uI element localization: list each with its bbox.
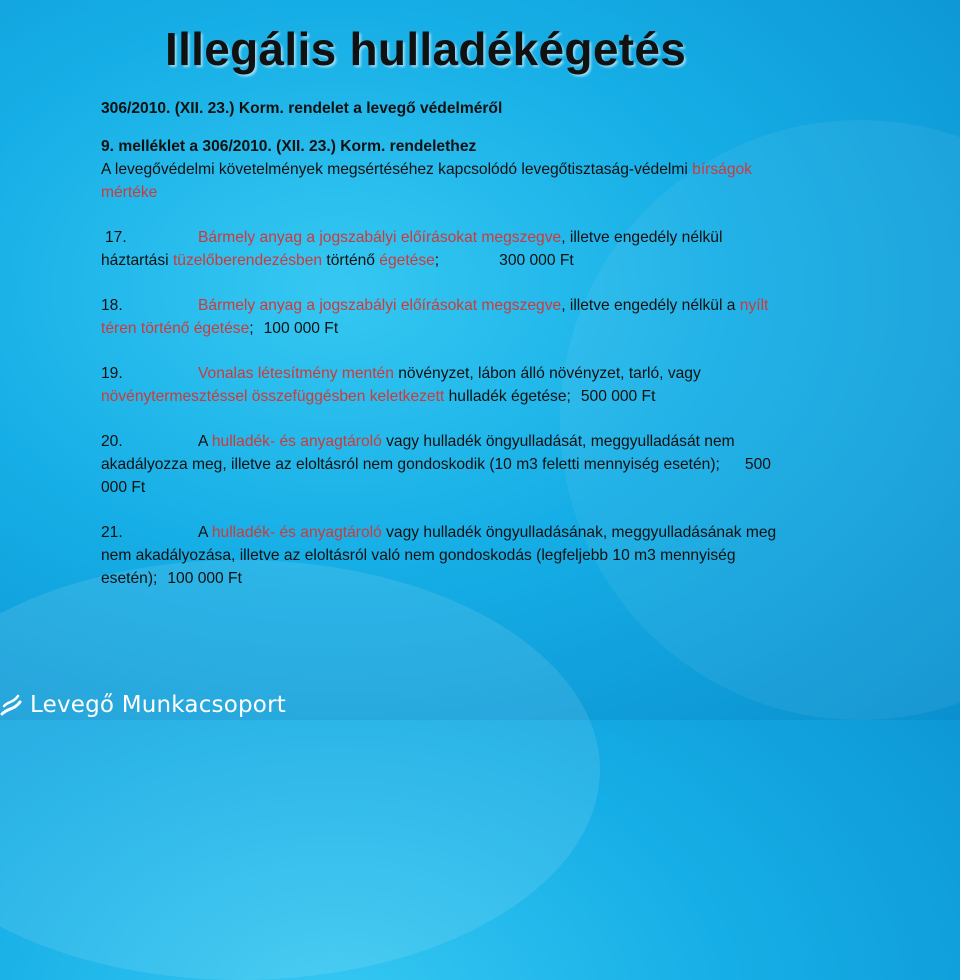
fine-amount: 500 000 Ft [580,388,656,405]
item-number: 20. [101,433,123,450]
list-item: 17. Bármely anyag a jogszabályi előírásokat megszegve, illetve engedély nélkül háztartási tüzelőberendezésben történő égetése; 300 000 Ft [101,226,909,272]
fine-amount: 300 000 Ft [499,252,574,269]
item-number: 19. [101,365,123,382]
fine-amount: 500 [744,456,771,473]
annex-subtitle-cont: mértéke [101,184,158,201]
item-number: 21. [101,524,123,541]
annex-title: 9. melléklet a 306/2010. (XII. 23.) Korm. rendelethez [101,138,477,155]
page-title: Illegális hulladékégetés [165,23,687,75]
fine-amount: 100 000 Ft [167,570,242,587]
slide-content [101,97,909,590]
list-item: 21. A hulladék- és anyagtároló vagy hulladék öngyulladásának, meggyulladásának meg nem akadályozása, illetve az eloltásról való nem gondoskodás (legfeljebb 10 m3 mennyiség esetén); 100 000 Ft [101,521,909,590]
background-decoration [0,560,600,980]
item-number: 18. [101,297,123,314]
organization-name: Levegő Munkacsoport [30,692,286,718]
fine-amount: 100 000 Ft [263,320,339,337]
fine-amount-cont: 000 Ft [101,479,146,496]
regulation-title: 306/2010. (XII. 23.) Korm. rendelet a levegő védelméről [101,100,503,117]
item-number: 17. [105,229,127,246]
list-item: 20. A hulladék- és anyagtároló vagy hulladék öngyulladását, meggyulladását nem akadályozza meg, illetve az eloltásról nem gondoskodik (10 m3 feletti mennyiség esetén); 500 000 Ft [101,430,909,499]
annex-subtitle: A levegővédelmi követelmények megsértéséhez kapcsolódó levegőtisztaság-védelmi bírságok [101,161,752,178]
list-item: 18. Bármely anyag a jogszabályi előírásokat megszegve, illetve engedély nélkül a nyílt téren történő égetése; 100 000 Ft [101,294,909,340]
swirl-logo-icon [0,692,22,718]
list-item: 19. Vonalas létesítmény mentén növényzet, lábon álló növényzet, tarló, vagy növénytermesztéssel összefüggésben keletkezett hulladék égetése; 500 000 Ft [101,362,909,408]
footer-logo [0,690,300,720]
